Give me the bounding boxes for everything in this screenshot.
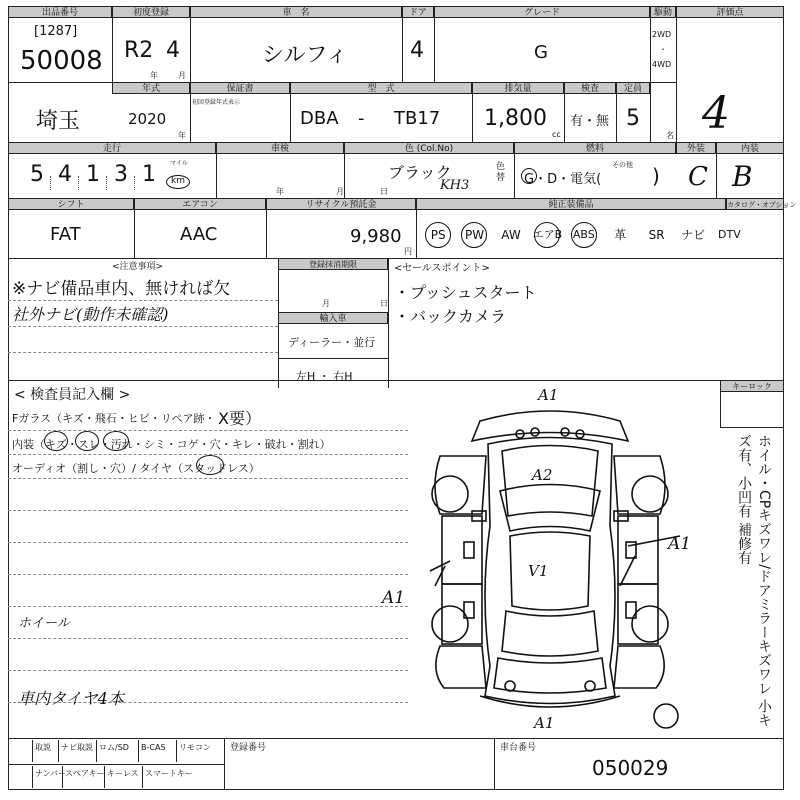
reg-number-label: 登録番号 bbox=[230, 743, 267, 753]
equipment-item: PW bbox=[465, 228, 485, 242]
inspector-glass: Fガラス（キズ・飛石・ヒビ・リペア跡・ bbox=[12, 412, 216, 425]
equipment-circle bbox=[534, 222, 560, 248]
doors-label: ドア bbox=[402, 6, 434, 18]
inspection-year-unit: 年 bbox=[276, 187, 284, 196]
fuel-label: 燃料 bbox=[514, 142, 676, 154]
footer-item: リモコン bbox=[176, 740, 211, 762]
first-reg-era: R2 bbox=[124, 38, 154, 63]
recycle-label: リサイクル預託金 bbox=[266, 198, 416, 210]
displacement-label: 排気量 bbox=[472, 82, 564, 94]
car-name-label: 車 名 bbox=[190, 6, 402, 18]
sales-item-1: ・バックカメラ bbox=[394, 307, 507, 326]
footer-item: B-CAS bbox=[138, 740, 166, 762]
footer-item: スペアキー bbox=[62, 766, 105, 788]
prefecture-plate: 埼玉 bbox=[36, 109, 81, 134]
capacity-value: 5 bbox=[626, 106, 640, 131]
reg-expiry-day: 日 bbox=[380, 299, 388, 308]
lot-label: 出品番号 bbox=[8, 6, 112, 18]
mark-a1-bottom: A1 bbox=[534, 714, 555, 732]
interior-yogore-circle bbox=[103, 431, 129, 451]
drive-4wd: 4WD bbox=[652, 60, 672, 69]
mark-v1: V1 bbox=[528, 562, 549, 580]
mileage-digit: 3 bbox=[114, 162, 128, 187]
footer-item: ナビ取説 bbox=[58, 740, 93, 762]
equipment-item: AW bbox=[501, 228, 521, 242]
mileage-label: 走行 bbox=[8, 142, 216, 154]
inspector-interior: 内装（キズ・スレ・汚れ・シミ・コゲ・穴・キレ・破れ・割れ） bbox=[12, 438, 331, 451]
grade-value: G bbox=[534, 42, 548, 63]
year-value: 2020 bbox=[128, 110, 167, 128]
option-label: カタログ・オプション bbox=[726, 198, 784, 210]
interior-kizu-circle bbox=[44, 431, 68, 451]
inspection-date-label: 車検 bbox=[216, 142, 344, 154]
equipment-item: 革 bbox=[614, 228, 627, 242]
inspection-label: 検査 bbox=[564, 82, 616, 94]
footer-item: 取説 bbox=[32, 740, 51, 762]
mileage-digit: 1 bbox=[142, 162, 156, 187]
color-note: 色替 bbox=[496, 162, 506, 183]
equipment-item: PS bbox=[430, 228, 446, 242]
aircon-label: エアコン bbox=[134, 198, 266, 210]
footer-item: スマートキー bbox=[142, 766, 193, 788]
fuel-other: その他 bbox=[612, 161, 633, 169]
import-label: 輸入車 bbox=[278, 312, 388, 324]
eval-label: 評価点 bbox=[676, 6, 784, 18]
car-name: シルフィ bbox=[262, 43, 348, 68]
fuel-close: ) bbox=[652, 164, 660, 188]
first-reg-month-unit: 月 bbox=[178, 71, 186, 80]
chassis-label: 車台番号 bbox=[500, 743, 537, 753]
first-reg-year-unit: 年 bbox=[150, 71, 158, 80]
recycle-value: 9,980 bbox=[350, 226, 402, 247]
shift-label: シフト bbox=[8, 198, 134, 210]
mileage-digit: 1 bbox=[86, 162, 100, 187]
fuel-options: G・D・電気( bbox=[524, 172, 602, 187]
mark-a2: A2 bbox=[532, 466, 553, 484]
lot-number: 50008 bbox=[20, 46, 103, 76]
inspector-hand-wheel: ホイール bbox=[18, 616, 70, 631]
drive-label: 駆動 bbox=[650, 6, 676, 18]
equipment-item: ナビ bbox=[680, 228, 705, 242]
first-reg-month: 4 bbox=[166, 38, 180, 63]
interior-grade: B bbox=[732, 160, 753, 193]
exterior-grade: C bbox=[688, 162, 708, 192]
reg-expiry-month: 月 bbox=[322, 299, 330, 308]
shift-value: FAT bbox=[50, 224, 81, 245]
mark-a1-top: A1 bbox=[538, 386, 559, 404]
tire-stud-circle bbox=[196, 455, 224, 475]
lot-code: [1287] bbox=[34, 24, 78, 39]
key-lock-label: キーロック bbox=[720, 380, 784, 392]
exterior-label: 外装 bbox=[676, 142, 716, 154]
equipment-item: SR bbox=[648, 228, 665, 242]
equip-label: 純正装備品 bbox=[416, 198, 726, 210]
mileage-unit-km: km bbox=[171, 176, 185, 186]
sales-label: <セールスポイント> bbox=[394, 263, 490, 274]
model-dash: - bbox=[358, 108, 365, 129]
interior-label: 内装 bbox=[716, 142, 784, 154]
notes-line2: 社外ナビ(動作未確認) bbox=[12, 305, 169, 324]
equipment-item: エアB bbox=[532, 228, 563, 241]
color-name: ブラック bbox=[388, 163, 452, 182]
sales-item-0: ・プッシュスタート bbox=[394, 283, 537, 302]
equipment-item: DTV bbox=[718, 228, 741, 241]
import-handle: 左H ・ 右H bbox=[296, 370, 353, 383]
footer-item: ナンバー bbox=[32, 766, 66, 788]
inspector-label: < 検査員記入欄 > bbox=[14, 387, 131, 403]
equipment-circle bbox=[571, 222, 597, 248]
recycle-unit: 円 bbox=[404, 247, 412, 256]
mileage-digit: 5 bbox=[30, 162, 44, 187]
chassis-number: 050029 bbox=[592, 756, 669, 780]
model-label: 型 式 bbox=[290, 82, 472, 94]
mark-a1-left: A1 bbox=[382, 588, 406, 608]
aircon-value: AAC bbox=[180, 224, 218, 245]
footer-item: キーレス bbox=[104, 766, 139, 788]
reg-expiry-label: 登録抹消期限 bbox=[278, 258, 388, 270]
capacity-unit: 名 bbox=[666, 131, 674, 140]
import-dealer: ディーラー・並行 bbox=[288, 336, 376, 349]
inspection-day-unit: 日 bbox=[380, 187, 388, 196]
eval-score: 4 bbox=[702, 88, 730, 139]
displacement-unit: cc bbox=[552, 130, 561, 139]
equipment-circle bbox=[425, 222, 451, 248]
interior-sure-circle bbox=[75, 431, 99, 451]
drive-sep: ・ bbox=[659, 45, 667, 54]
first-reg-label: 初度登録 bbox=[112, 6, 190, 18]
inspection-month-unit: 月 bbox=[336, 187, 344, 196]
warranty-label: 保証書 bbox=[190, 82, 290, 94]
displacement-value: 1,800 bbox=[484, 106, 547, 131]
capacity-label: 定員 bbox=[616, 82, 650, 94]
notes-line1: ※ナビ備品車内、無ければ欠 bbox=[12, 279, 231, 299]
mileage-unit-mile: マイル bbox=[170, 160, 188, 167]
grade-label: グレード bbox=[434, 6, 650, 18]
color-label: 色 (Col.No) bbox=[344, 142, 514, 154]
mark-a1-right: A1 bbox=[668, 534, 692, 554]
year-label: 年式 bbox=[112, 82, 190, 94]
side-note: ホイル・CPキズワレ/ドアミラーキズワレ 小キズ有、小凹有 補修有 bbox=[736, 434, 772, 728]
model-code: TB17 bbox=[394, 108, 441, 129]
color-code: KH3 bbox=[440, 178, 470, 193]
footer-item: ロム/SD bbox=[96, 740, 129, 762]
inspector-hand-tires: 車内タイヤ4本 bbox=[18, 689, 124, 708]
notes-label: <注意事項> bbox=[112, 262, 164, 272]
doors-value: 4 bbox=[410, 38, 424, 63]
car-diagram bbox=[410, 396, 750, 726]
inspector-glass-mark: X要） bbox=[218, 409, 261, 428]
equipment-item: ABS bbox=[572, 228, 595, 241]
year-note: 初回登録年式表示 bbox=[192, 99, 241, 106]
drive-2wd: 2WD bbox=[652, 30, 672, 39]
model-prefix: DBA bbox=[300, 108, 339, 129]
mileage-digit: 4 bbox=[58, 162, 72, 187]
inspector-audio: オーディオ（割し・穴）/ タイヤ（スタッドレス） bbox=[12, 462, 260, 475]
year-unit: 年 bbox=[178, 131, 186, 140]
warranty-value: 有・無 bbox=[570, 114, 610, 129]
